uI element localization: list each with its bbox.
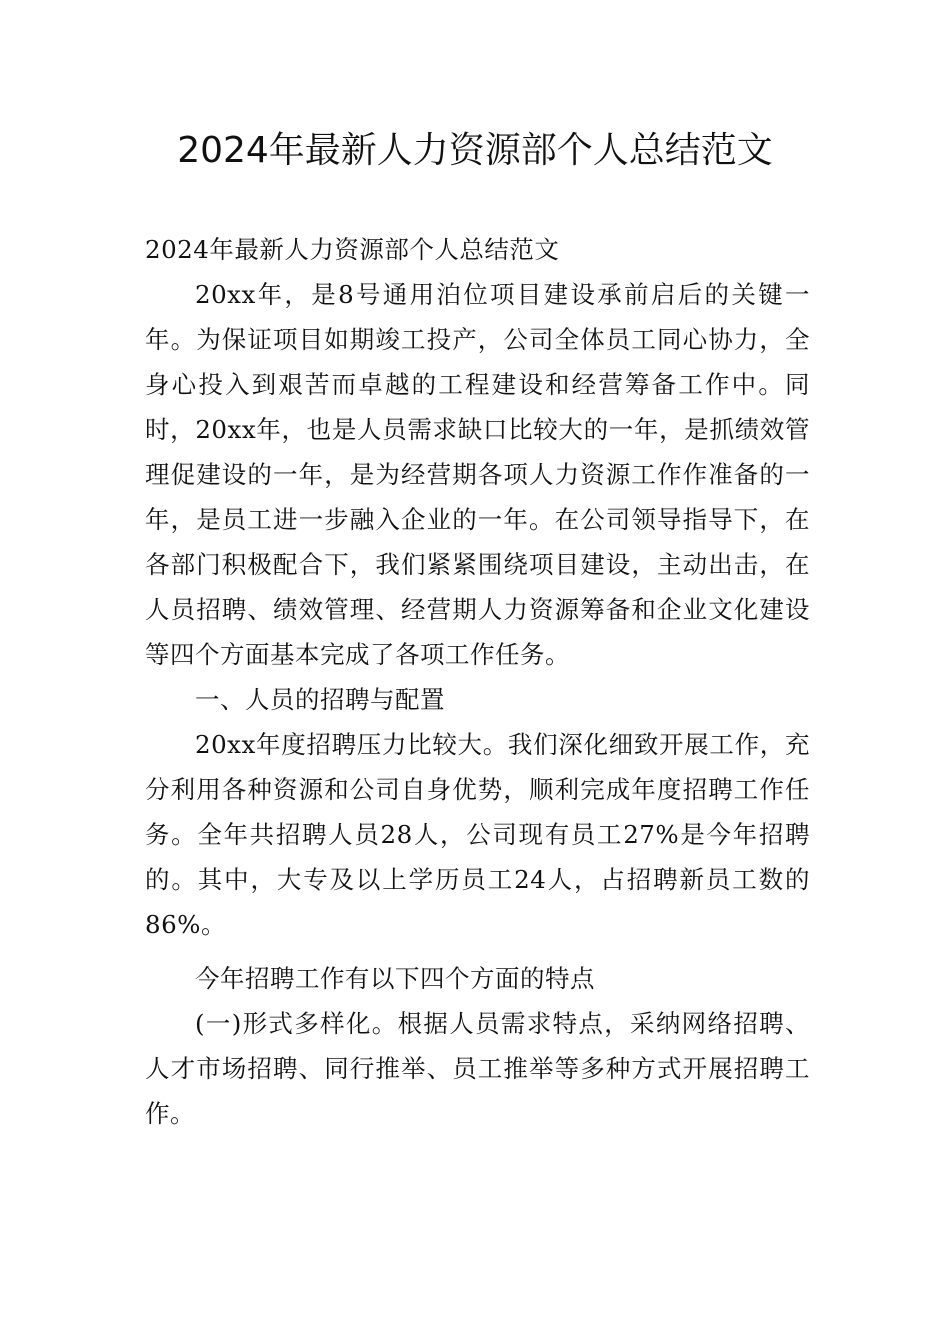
document-body (145, 227, 810, 1136)
body-heading: 2024年最新人力资源部个人总结范文 (145, 235, 560, 264)
section-heading-recruitment: 一、人员的招聘与配置 (195, 685, 445, 714)
paragraph-feature-1: (一)形式多样化。根据人员需求特点，采纳网络招聘、人才市场招聘、同行推举、员工推举等多种方式开展招聘工作。 (145, 1009, 810, 1128)
paragraph-intro: 20xx年，是8号通用泊位项目建设承前启后的关键一年。为保证项目如期竣工投产，公司全体员工同心协力，全身心投入到艰苦而卓越的工程建设和经营筹备工作中。同时，20xx年，也是人员需求缺口比较大的一年，是抓绩效管理促建设的一年，是为经营期各项人力资源工作作准备的一年，是员工进一步融入企业的一年。在公司领导指导下，在各部门积极配合下，我们紧紧围绕项目建设，主动出击，在人员招聘、绩效管理、经营期人力资源筹备和企业文化建设等四个方面基本完成了各项工作任务。 (145, 280, 810, 669)
paragraph-features-intro: 今年招聘工作有以下四个方面的特点 (195, 964, 595, 993)
paragraph-recruitment: 20xx年度招聘压力比较大。我们深化细致开展工作，充分利用各种资源和公司自身优势，顺利完成年度招聘工作任务。全年共招聘人员28人，公司现有员工27%是今年招聘的。其中，大专及以上学历员工24人，占招聘新员工数的86%。 (145, 730, 810, 939)
document-title: 2024年最新人力资源部个人总结范文 (177, 130, 773, 171)
